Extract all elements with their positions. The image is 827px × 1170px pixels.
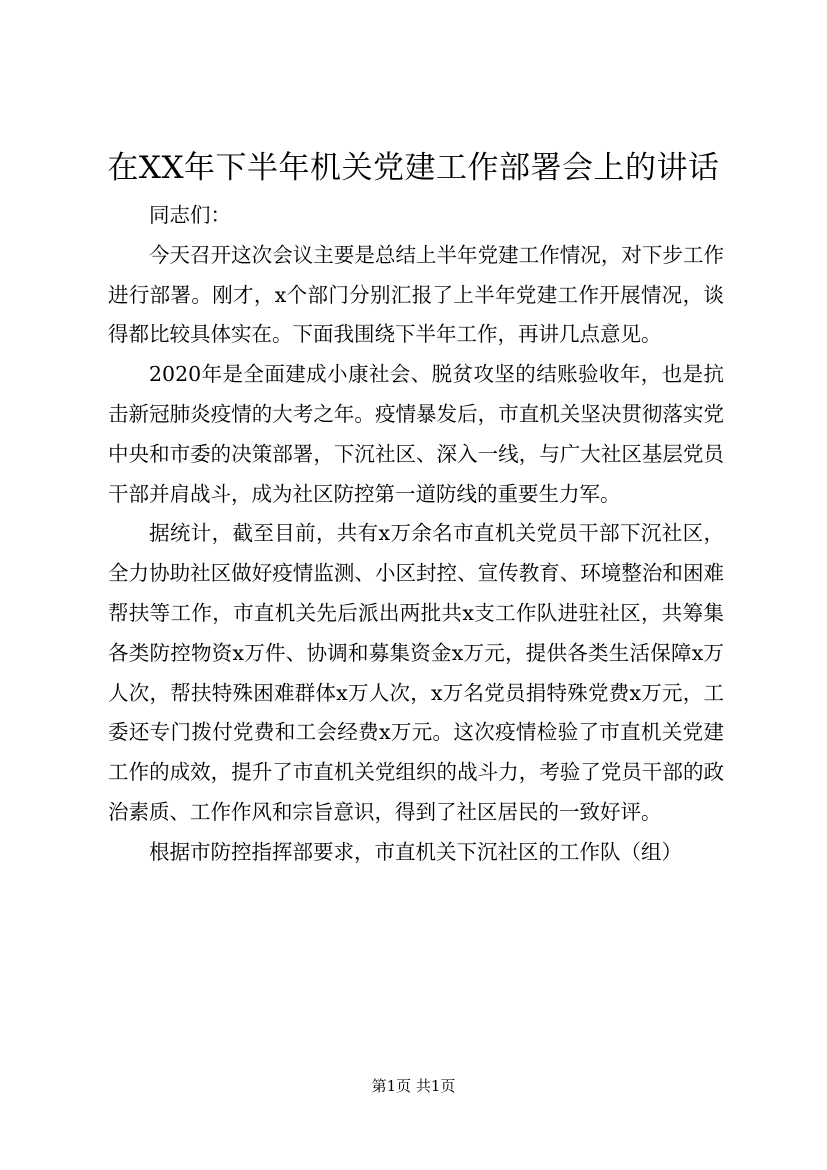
paragraph-3: 据统计，截至目前，共有x万余名市直机关党员干部下沉社区，全力协助社区做好疫情监测、小区封控、宣传教育、环境整治和困难帮扶等工作，市直机关先后派出两批共x支工作队进驻社区，共筹集各类防控物资x万件、协调和募集资金x万元，提供各类生活保障x万人次，帮扶特殊困难群体x万人次，x万名党员捐特殊党费x万元，工委还专门拨付党费和工会经费x万元。这次疫情检验了市直机关党建工作的成效，提升了市直机关党组织的战斗力，考验了党员干部的政治素质、工作作风和宗旨意识，得到了社区居民的一致好评。	[108, 521, 724, 824]
page-footer: 第1页 共1页	[371, 1077, 456, 1095]
paragraph-1: 今天召开这次会议主要是总结上半年党建工作情况，对下步工作进行部署。刚才，x个部门分别汇报了上半年党建工作开展情况，谈得都比较具体实在。下面我围绕下半年工作，再讲几点意见。	[108, 242, 724, 347]
document-body	[108, 196, 724, 873]
paragraph-2: 2020年是全面建成小康社会、脱贫攻坚的结账验收年，也是抗击新冠肺炎疫情的大考之年。疫情暴发后，市直机关坚决贯彻落实党中央和市委的决策部署，下沉社区、深入一线，与广大社区基层党员干部并肩战斗，成为社区防控第一道防线的重要生力军。	[108, 362, 724, 506]
document-title: 在XX年下半年机关党建工作部署会上的讲话	[107, 150, 720, 186]
salutation: 同志们：	[149, 203, 231, 227]
paragraph-4: 根据市防控指挥部要求，市直机关下沉社区的工作队（组）	[149, 839, 682, 864]
